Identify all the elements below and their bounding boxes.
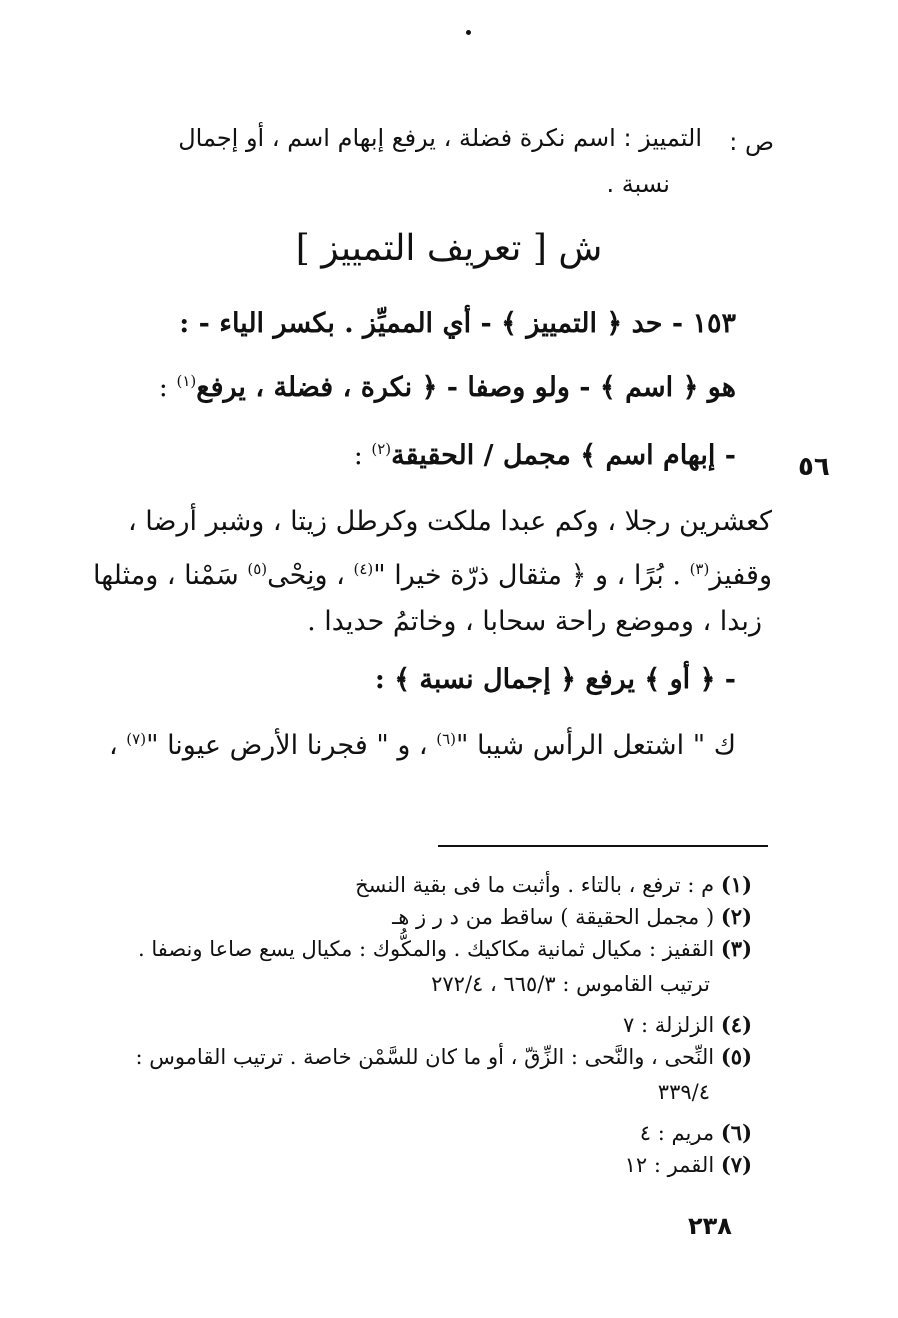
section-heading: ش [ تعريف التمييز ]	[295, 228, 603, 269]
footnote-7	[625, 1152, 752, 1177]
text-segment: ، و " فجرنا الأرض عيونا "	[146, 730, 437, 761]
footnote-text: القفيز : مكيال ثمانية مكاكيك . والمكُّوك : مكيال يسع صاعا ونصفا .	[137, 937, 715, 961]
footnote-5	[135, 1044, 752, 1069]
text-segment: . بُرًا ، و ﴿ مثقال ذرّة خيرا "	[373, 560, 690, 591]
footnote-text: م : ترفع ، بالتاء . وأثبت ما فى بقية النسخ	[355, 873, 715, 897]
source-marker: ص :	[729, 128, 774, 156]
text-segment: وقفيز	[709, 560, 772, 591]
text-segment: :	[158, 372, 177, 403]
footnote-ref-5: (٥)	[247, 560, 268, 578]
example-line-2	[93, 560, 772, 591]
footnote-ref-1: (١)	[176, 372, 197, 390]
footnote-6	[640, 1120, 752, 1145]
footnote-number: (٣)	[720, 936, 752, 961]
text-segment: - إبهام اسم ﴾ مجمل / الحقيقة	[391, 440, 736, 471]
text-segment: هو ﴿ اسم ﴾ - ولو وصفا - ﴿ نكرة ، فضلة ، يرفع	[196, 372, 736, 403]
footnote-3	[138, 936, 752, 961]
source-text-line-1: التمييز : اسم نكرة فضلة ، يرفع إبهام اسم ، أو إجمال	[178, 124, 702, 152]
footnote-text: القمر : ١٢	[624, 1153, 715, 1177]
text-segment: سَمْنا ، ومثلها	[93, 560, 248, 591]
footnote-number: (٢)	[720, 904, 752, 929]
footnote-text: مريم : ٤	[639, 1121, 715, 1145]
footnote-5-continued	[658, 1080, 710, 1104]
footnote-number: (٧)	[720, 1152, 752, 1177]
text-segment: :	[353, 440, 372, 471]
example-line-3: زبدا ، وموضع راحة سحابا ، وخاتمُ حديدا .	[307, 606, 762, 637]
footnote-ref-2: (٢)	[371, 440, 392, 458]
nisba-example-line	[109, 730, 736, 761]
footnote-1	[355, 872, 752, 897]
footnote-text: ترتيب القاموس : ٦٦٥/٣ ، ٢٧٢/٤	[431, 972, 710, 996]
footnote-text: ( مجمل الحقيقة ) ساقط من د ر ز هـ	[392, 905, 715, 929]
definition-line-3	[354, 440, 736, 471]
text-segment: ،	[108, 730, 127, 761]
footnote-2	[392, 904, 752, 929]
footnote-4	[623, 1012, 752, 1037]
text-segment: ، ونِحْى	[267, 560, 354, 591]
footnote-ref-3: (٣)	[689, 560, 710, 578]
nisba-line: - ﴿ أو ﴾ يرفع ﴿ إجمال نسبة ﴾ :	[374, 664, 736, 695]
footnote-divider	[438, 845, 768, 847]
text-segment: ك " اشتعل الرأس شيبا "	[456, 730, 736, 761]
footnote-text: ٣٣٩/٤	[657, 1080, 710, 1104]
footnote-number: (١)	[720, 872, 752, 897]
footnote-number: (٦)	[720, 1120, 752, 1145]
footnote-number: (٤)	[720, 1012, 752, 1037]
footnote-text: النِّحى ، والنَّحى : الزِّقّ ، أو ما كان للسَّمْن خاصة . ترتيب القاموس :	[135, 1045, 715, 1069]
definition-line-2	[159, 372, 736, 403]
footnote-ref-4: (٤)	[353, 560, 374, 578]
margin-number: ٥٦	[798, 452, 830, 482]
footnote-text: الزلزلة : ٧	[622, 1013, 715, 1037]
footnote-number: (٥)	[720, 1044, 752, 1069]
source-text-line-2: نسبة .	[606, 170, 670, 198]
footnote-ref-7: (٧)	[126, 730, 147, 748]
example-line-1: كعشرين رجلا ، وكم عبدا ملكت وكرطل زيتا ، وشبر أرضا ،	[128, 506, 772, 537]
footnote-3-continued	[431, 972, 710, 996]
page-number: ٢٣٨	[688, 1212, 732, 1240]
top-dot	[466, 30, 471, 35]
definition-line-1: ١٥٣ - حد ﴿ التمييز ﴾ - أي المميِّز . بكسر الياء - :	[179, 308, 736, 339]
footnote-ref-6: (٦)	[436, 730, 457, 748]
